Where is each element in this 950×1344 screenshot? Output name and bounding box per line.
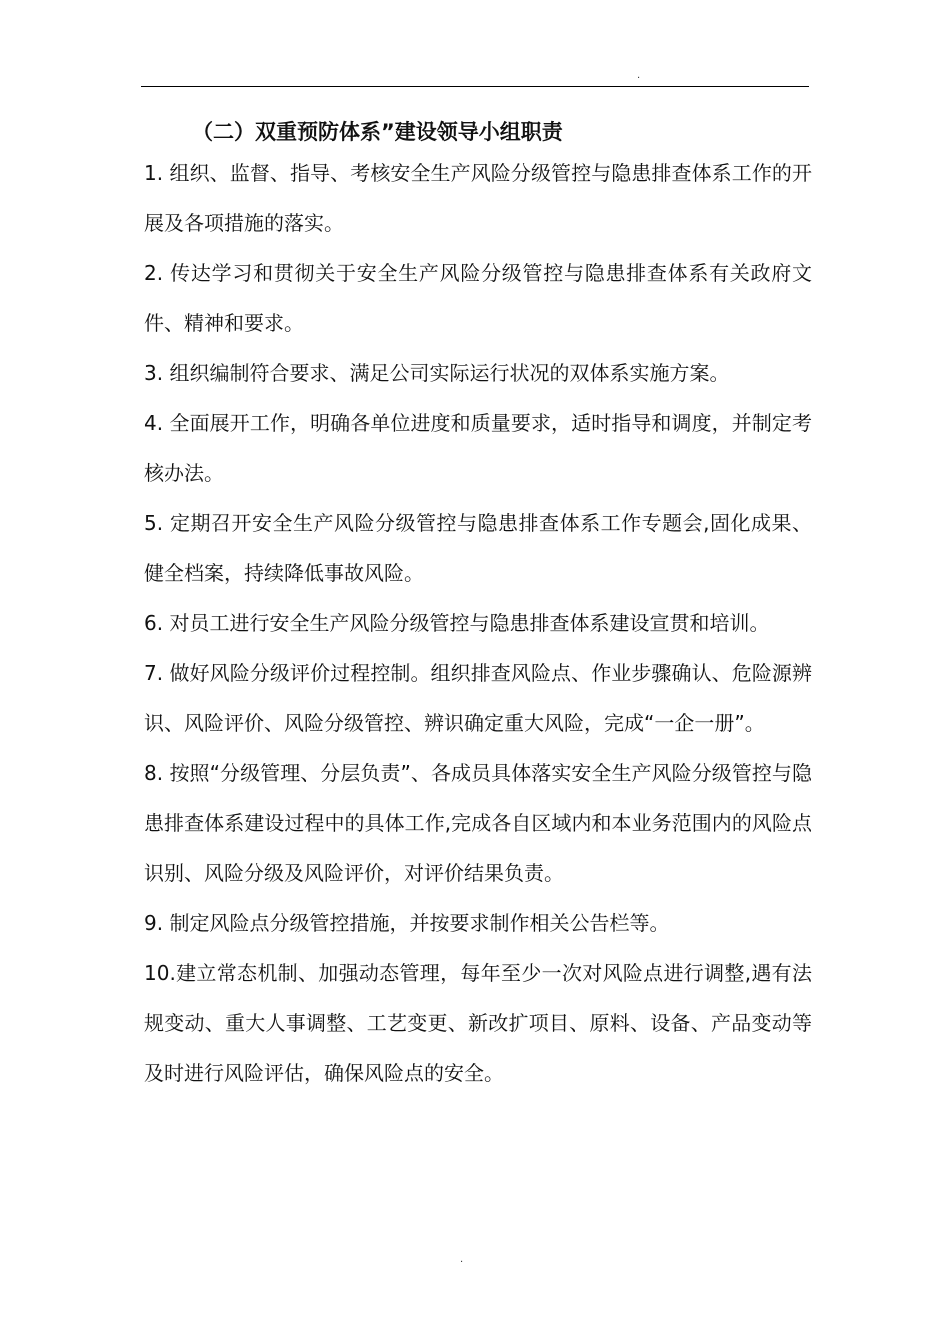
list-item: 6. 对员工进行安全生产风险分级管控与隐患排查体系建设宣贯和培训。 [144,611,770,635]
header-dot: . [637,70,641,81]
list-item: 5. 定期召开安全生产风险分级管控与隐患排查体系工作专题会,固化成果、健全档案，持续降低事故风险。 [144,511,812,585]
responsibility-list [144,148,812,1098]
list-item: 8. 按照“分级管理、分层负责”、各成员具体落实安全生产风险分级管控与隐患排查体系建设过程中的具体工作,完成各自区域内和本业务范围内的风险点识别、风险分级及风险评价，对评价结果负责。 [144,761,812,885]
list-item: 1. 组织、监督、指导、考核安全生产风险分级管控与隐患排查体系工作的开展及各项措施的落实。 [144,161,812,235]
footer-dot: . [460,1254,464,1265]
header-rule [141,86,809,87]
list-item: 4. 全面展开工作，明确各单位进度和质量要求，适时指导和调度，并制定考核办法。 [144,411,812,485]
list-item: 10.建立常态机制、加强动态管理，每年至少一次对风险点进行调整,遇有法规变动、重大人事调整、工艺变更、新改扩项目、原料、设备、产品变动等及时进行风险评估，确保风险点的安全。 [144,961,812,1085]
list-item: 7. 做好风险分级评价过程控制。组织排查风险点、作业步骤确认、危险源辨识、风险评价、风险分级管控、辨识确定重大风险，完成“一企一册”。 [144,661,812,735]
list-item: 2. 传达学习和贯彻关于安全生产风险分级管控与隐患排查体系有关政府文件、精神和要求。 [144,261,812,335]
section-title: （二）双重预防体系”建设领导小组职责 [192,120,563,144]
list-item: 3. 组织编制符合要求、满足公司实际运行状况的双体系实施方案。 [144,361,730,385]
list-item: 9. 制定风险点分级管控措施，并按要求制作相关公告栏等。 [144,911,670,935]
